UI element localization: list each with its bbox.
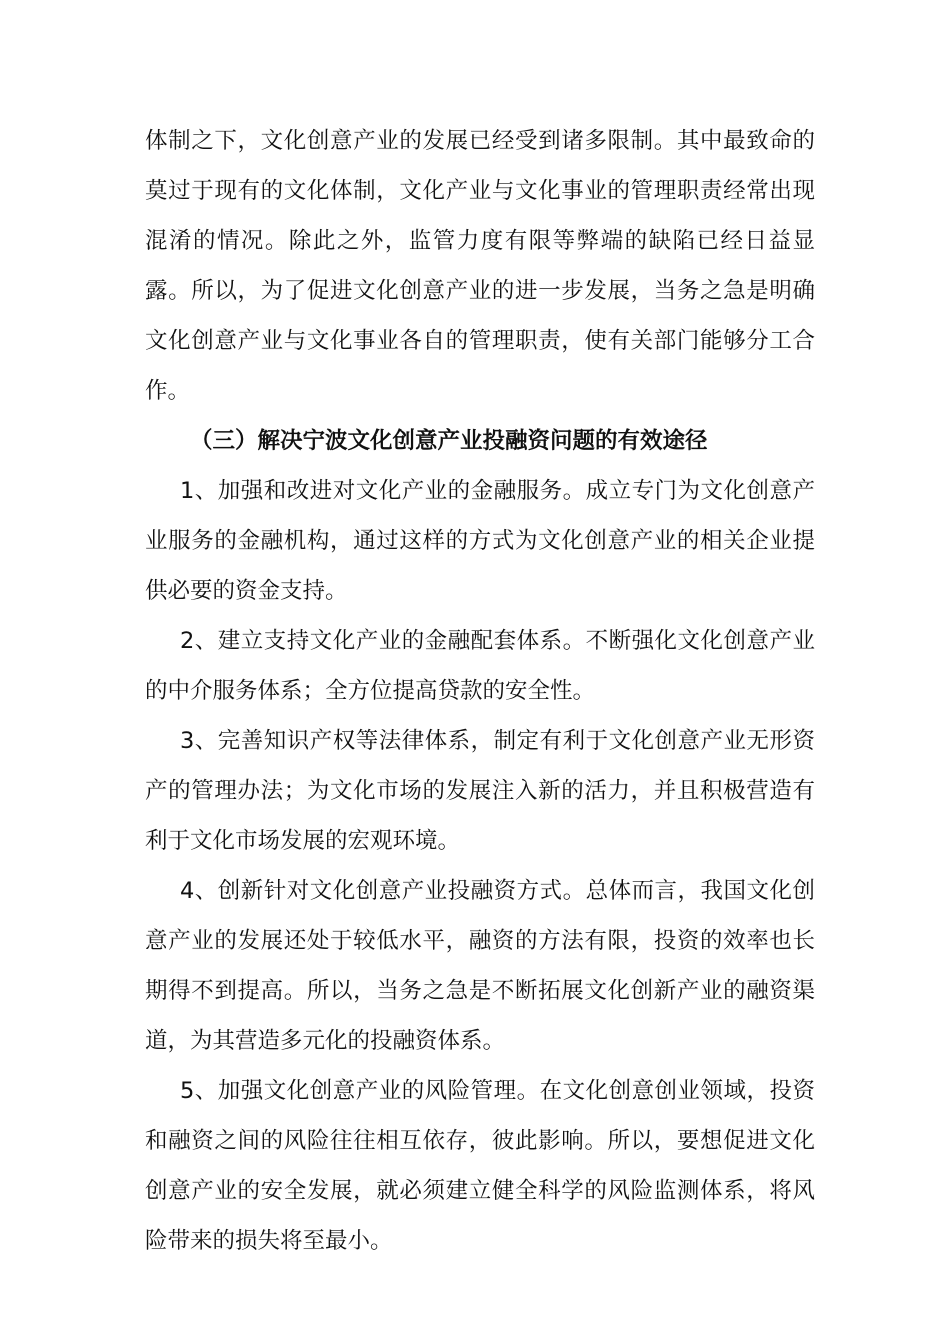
list-item-1: 1、加强和改进对文化产业的金融服务。成立专门为文化创意产业服务的金融机构，通过这样的方式为文化创意产业的相关企业提供必要的资金支持。 [145, 478, 815, 604]
list-item-4: 4、创新针对文化创意产业投融资方式。总体而言，我国文化创意产业的发展还处于较低水平，融资的方法有限，投资的效率也长期得不到提高。所以，当务之急是不断拓展文化创新产业的融资渠道，为其营造多元化的投融资体系。 [145, 878, 815, 1054]
continued-paragraph: 体制之下，文化创意产业的发展已经受到诸多限制。其中最致命的莫过于现有的文化体制，文化产业与文化事业的管理职责经常出现混淆的情况。除此之外，监管力度有限等弊端的缺陷已经日益显露。所以，为了促进文化创意产业的进一步发展，当务之急是明确文化创意产业与文化事业各自的管理职责，使有关部门能够分工合作。 [145, 128, 815, 404]
list-item-2: 2、建立支持文化产业的金融配套体系。不断强化文化创意产业的中介服务体系；全方位提高贷款的安全性。 [145, 628, 815, 704]
list-item-5: 5、加强文化创意产业的风险管理。在文化创意创业领域，投资和融资之间的风险往往相互依存，彼此影响。所以，要想促进文化创意产业的安全发展，就必须建立健全科学的风险监测体系，将风险带来的损失将至最小。 [145, 1078, 815, 1254]
document-body [145, 116, 815, 1266]
list-item-3: 3、完善知识产权等法律体系，制定有利于文化创意产业无形资产的管理办法；为文化市场的发展注入新的活力，并且积极营造有利于文化市场发展的宏观环境。 [145, 728, 815, 854]
section-heading: （三）解决宁波文化创意产业投融资问题的有效途径 [190, 428, 708, 454]
